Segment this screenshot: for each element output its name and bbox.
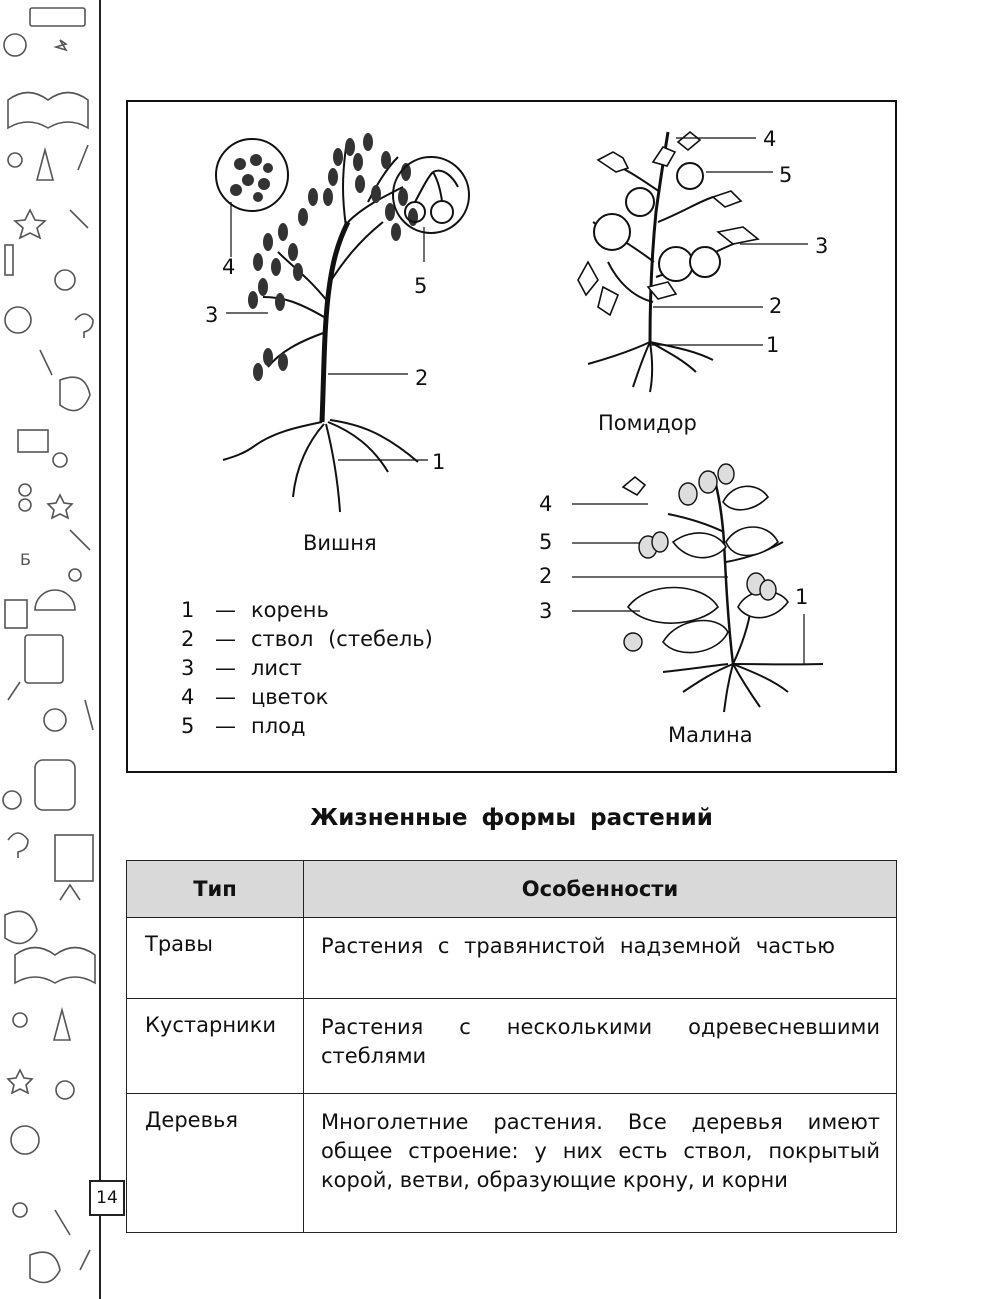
- raspberry-label-5: 5: [539, 530, 553, 554]
- palette-icon: [5, 911, 37, 943]
- life-forms-table: [126, 860, 897, 1233]
- feature-cell: Растения с травянистой надземной частью: [304, 918, 897, 999]
- pencil-icon: [5, 245, 13, 275]
- flower-icon: [53, 453, 67, 467]
- feature-cell: Многолетние растения. Все деревья имеют общее строение: у них есть ствол, покрытый корой, ветви, образующие крону, и корни: [304, 1094, 897, 1233]
- pencil-icon: [70, 210, 88, 228]
- flower-icon: [8, 153, 22, 167]
- star-icon: [48, 495, 72, 518]
- smiley-icon: [4, 34, 26, 56]
- raspberry-leaves: [623, 477, 788, 653]
- pencil-icon: [80, 1250, 90, 1270]
- raspberry-caption: Малина: [668, 723, 753, 747]
- star-icon: [56, 40, 66, 50]
- star-icon: [60, 885, 80, 900]
- alarm-clock-icon: [11, 1126, 39, 1154]
- raspberry-label-2: 2: [539, 564, 553, 588]
- raspberry-label-4: 4: [539, 492, 553, 516]
- cherry-flowers: [230, 154, 273, 202]
- flower-icon: [13, 1013, 27, 1027]
- table-row: [127, 918, 897, 999]
- open-book-icon: [15, 948, 95, 984]
- book-icon: [30, 8, 85, 26]
- header-features: Особенности: [304, 861, 897, 918]
- cherry-label-1: 1: [432, 450, 446, 474]
- apple-icon: [44, 709, 66, 731]
- legend-row: 1 — корень: [181, 598, 329, 622]
- table-row: [127, 999, 897, 1094]
- type-cell: Травы: [127, 918, 304, 999]
- open-book-icon: [8, 93, 88, 129]
- feature-cell: Растения с несколькими одревесневшими стеблями: [304, 999, 897, 1094]
- svg-text:Б: Б: [20, 550, 31, 569]
- legend-row: 4 — цветок: [181, 685, 329, 709]
- cherry-caption: Вишня: [303, 531, 377, 555]
- book-icon: [55, 835, 93, 881]
- protractor-icon: [35, 590, 75, 610]
- tomato-fruits: [594, 163, 720, 281]
- raspberry-label-3: 3: [539, 599, 553, 623]
- doodle-border: [0, 0, 101, 1299]
- cherry-tree-drawing: [223, 147, 418, 512]
- table-header-row: [127, 861, 897, 918]
- backpack-icon: [35, 760, 75, 810]
- tomato-caption: Помидор: [598, 411, 697, 435]
- pencil-icon: [8, 682, 20, 700]
- question-icon: [8, 833, 28, 858]
- notebook-icon: [25, 635, 63, 683]
- table-row: [127, 1094, 897, 1233]
- tomato-label-4: 4: [763, 127, 777, 151]
- question-icon: [75, 314, 93, 338]
- bulb-icon: [56, 1081, 74, 1099]
- palette-icon: [60, 377, 90, 410]
- flower-icon: [69, 569, 81, 581]
- pencil-icon: [78, 145, 88, 170]
- tomato-label-2: 2: [769, 294, 783, 318]
- parts-legend: [181, 596, 433, 741]
- book-icon: [5, 600, 27, 628]
- flask-icon: [37, 150, 53, 180]
- cherry-label-4: 4: [222, 255, 236, 279]
- bulb-icon: [55, 270, 75, 290]
- type-cell: Деревья: [127, 1094, 304, 1233]
- page-number: 14: [89, 1180, 125, 1216]
- glasses-icon: [19, 484, 31, 496]
- pencil-icon: [70, 530, 90, 550]
- glasses-icon: [19, 499, 31, 511]
- star-icon: [15, 210, 45, 238]
- bulb-icon: [3, 791, 21, 809]
- cherry-label-5: 5: [414, 274, 428, 298]
- star-icon: [8, 1070, 32, 1093]
- legend-row: 5 — плод: [181, 714, 306, 738]
- palette-icon: [30, 1252, 60, 1282]
- alarm-clock-icon: [5, 307, 31, 333]
- raspberry-label-1: 1: [795, 585, 809, 609]
- tomato-label-1: 1: [766, 333, 780, 357]
- flower-icon: [13, 1203, 27, 1217]
- tomato-label-3: 3: [815, 234, 829, 258]
- pencil-icon: [55, 1210, 70, 1235]
- section-title: Жизненные формы растений: [310, 805, 713, 831]
- type-cell: Кустарники: [127, 999, 304, 1094]
- brush-icon: [85, 700, 93, 730]
- cherry-label-3: 3: [205, 303, 219, 327]
- cherry-label-2: 2: [415, 366, 429, 390]
- note-icon: [18, 430, 48, 452]
- pencil-icon: [40, 350, 52, 375]
- flask-icon: [54, 1010, 70, 1040]
- tomato-label-5: 5: [779, 163, 793, 187]
- legend-row: 2 — ствол (стебель): [181, 627, 433, 651]
- plant-structure-figure: [126, 100, 897, 773]
- legend-row: 3 — лист: [181, 656, 302, 680]
- header-type: Тип: [127, 861, 304, 918]
